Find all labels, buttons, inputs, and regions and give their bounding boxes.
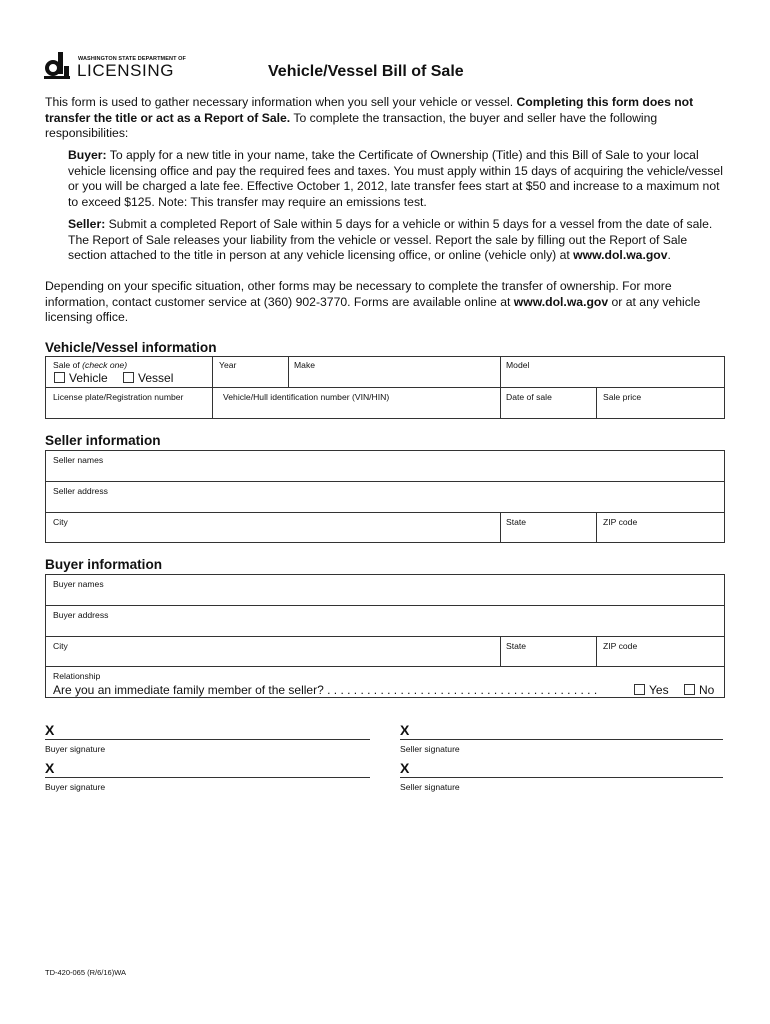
- vin-field[interactable]: Vehicle/Hull identification number (VIN/HIN): [223, 392, 390, 402]
- form-id: TD-420-065 (R/6/16)WA: [45, 968, 126, 977]
- seller-info-table: [45, 450, 725, 543]
- no-option[interactable]: No: [684, 683, 714, 697]
- license-plate-field[interactable]: License plate/Registration number: [53, 392, 184, 402]
- buyer-city-field[interactable]: City: [53, 641, 68, 651]
- relationship-label: Relationship: [53, 671, 101, 681]
- buyer-signature-label-2: Buyer signature: [45, 782, 106, 792]
- dol-logo: [44, 52, 194, 82]
- buyer-text: To apply for a new title in your name, take the Certificate of Ownership (Title) and this Bill of Sale to your local vehicle licensing office and pay the required fees and taxes. You must apply within 15 days of acquiring the vehicle/vessel or you will be charged a late fee. Effective October 1, 2012, late transfer fees start at $50 and increase to a maximum not to exceed $125. Note: This transfer may require an emissions test.: [68, 148, 723, 209]
- seller-section-heading: Seller information: [45, 433, 161, 448]
- intro-bold-text: Completing this form does not transfer the title or act as a Report of Sale.: [45, 95, 694, 125]
- date-of-sale-field[interactable]: Date of sale: [506, 392, 552, 402]
- seller-state-field[interactable]: State: [506, 517, 527, 527]
- buyer-signature-line-2[interactable]: [45, 777, 370, 778]
- make-field[interactable]: Make: [294, 360, 316, 370]
- buyer-zip-field[interactable]: ZIP code: [603, 641, 638, 651]
- signature-x-mark: X: [400, 760, 410, 776]
- signature-x-mark: X: [400, 722, 410, 738]
- buyer-label: Buyer:: [68, 148, 107, 162]
- buyer-state-field[interactable]: State: [506, 641, 527, 651]
- seller-text: Submit a completed Report of Sale within 5 days for a vehicle or within 5 days for a vessel from the date of sale. The Report of Sale releases your liability from the vehicle or vessel. Report the sale by filling out the Report of Sale section attached to the title in person at any vehicle licensing office, or online (vehicle only) at: [68, 217, 713, 262]
- vessel-option[interactable]: Vessel: [123, 371, 173, 385]
- model-field[interactable]: Model: [506, 360, 530, 370]
- buyer-signature-line-1[interactable]: [45, 739, 370, 740]
- page-title: Vehicle/Vessel Bill of Sale: [268, 63, 464, 80]
- yes-checkbox[interactable]: [634, 684, 645, 695]
- yes-option[interactable]: Yes: [634, 683, 669, 697]
- no-checkbox[interactable]: [684, 684, 695, 695]
- vehicle-option[interactable]: Vehicle: [54, 371, 108, 385]
- buyer-info-table: [45, 574, 725, 698]
- buyer-signature-label-1: Buyer signature: [45, 744, 106, 754]
- agency-name-main: LICENSING: [77, 61, 175, 80]
- year-field[interactable]: Year: [219, 360, 237, 370]
- agency-name-top: WASHINGTON STATE DEPARTMENT OF: [78, 56, 187, 62]
- buyer-address-field[interactable]: Buyer address: [53, 610, 109, 620]
- seller-signature-line-2[interactable]: [400, 777, 723, 778]
- buyer-section-heading: Buyer information: [45, 557, 163, 572]
- forms-url-link[interactable]: www.dol.wa.gov: [513, 294, 609, 309]
- vehicle-info-table: [45, 356, 725, 419]
- forms-end-text: or at any vehicle licensing office.: [45, 294, 701, 324]
- vehicle-section-heading: Vehicle/Vessel information: [45, 340, 217, 355]
- sale-of-label: Sale of (check one): [53, 360, 128, 370]
- forms-text: Depending on your specific situation, other forms may be necessary to complete the transfer of ownership. For more information, contact customer service at (360) 902-3770. Forms are available online at: [45, 279, 672, 309]
- additional-forms-paragraph: [45, 279, 725, 326]
- buyer-responsibility: [68, 148, 728, 210]
- seller-address-field[interactable]: Seller address: [53, 486, 108, 496]
- seller-city-field[interactable]: City: [53, 517, 68, 527]
- sale-price-field[interactable]: Sale price: [603, 392, 642, 402]
- vehicle-checkbox[interactable]: [54, 372, 65, 383]
- seller-signature-label-2: Seller signature: [400, 782, 460, 792]
- dol-logo-icon: [44, 52, 70, 80]
- seller-signature-label-1: Seller signature: [400, 744, 460, 754]
- seller-end: .: [667, 248, 671, 262]
- signature-x-mark: X: [45, 760, 55, 776]
- seller-responsibility: [68, 217, 728, 264]
- intro-text: This form is used to gather necessary information when you sell your vehicle or vessel.: [45, 95, 517, 109]
- seller-url-link[interactable]: www.dol.wa.gov: [573, 248, 668, 262]
- intro-paragraph: [45, 95, 725, 142]
- seller-zip-field[interactable]: ZIP code: [603, 517, 638, 527]
- seller-signature-line-1[interactable]: [400, 739, 723, 740]
- intro-end-text: To complete the transaction, the buyer and seller have the following responsibilities:: [45, 110, 658, 140]
- seller-label: Seller:: [68, 217, 106, 231]
- vessel-checkbox[interactable]: [123, 372, 134, 383]
- seller-names-field[interactable]: Seller names: [53, 455, 104, 465]
- family-question: Are you an immediate family member of the seller? . . . . . . . . . . . . . . . . . . . . . . . . . . . . . . . . . . . . . . . . .: [53, 683, 598, 697]
- signature-x-mark: X: [45, 722, 55, 738]
- buyer-names-field[interactable]: Buyer names: [53, 579, 104, 589]
